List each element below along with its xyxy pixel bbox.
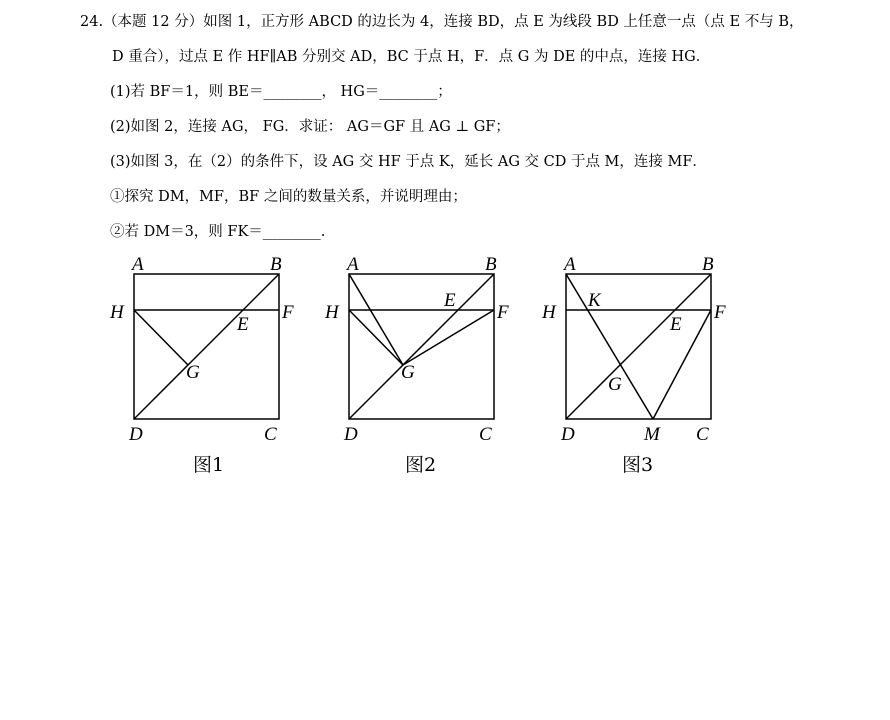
label-d: D [561, 424, 575, 445]
label-f: F [714, 302, 726, 323]
figure-1-caption: 图1 [193, 454, 225, 476]
label-d: D [129, 424, 143, 445]
figure-3-diagram [532, 250, 752, 450]
label-e: E [237, 314, 249, 335]
label-a: A [564, 254, 576, 275]
problem-line-1: 24.（本题 12 分）如图 1，正方形 ABCD 的边长为 4，连接 BD，点 E 为线段 BD 上任意一点（点 E 不与 B， [80, 14, 804, 30]
label-g: G [186, 362, 200, 383]
figure-3-caption: 图3 [622, 454, 654, 476]
figure-2-diagram [315, 250, 535, 450]
figure-1-diagram [100, 250, 320, 450]
question-1: (1)若 BF＝1，则 BE＝________， HG＝________； [110, 84, 452, 100]
segment-hg [134, 310, 188, 365]
label-c: C [479, 424, 492, 445]
question-3-part-1: ①探究 DM，MF，BF 之间的数量关系，并说明理由； [110, 189, 467, 205]
label-a: A [132, 254, 144, 275]
question-3: (3)如图 3，在（2）的条件下，设 AG 交 HF 于点 K，延长 AG 交 CD 于点 M，连接 MF． [110, 154, 707, 170]
label-c: C [264, 424, 277, 445]
question-2: (2)如图 2，连接 AG， FG．求证： AG＝GF 且 AG ⊥ GF； [110, 119, 510, 135]
label-b: B [702, 254, 714, 275]
label-h: H [542, 302, 556, 323]
label-a: A [347, 254, 359, 275]
label-k: K [588, 290, 601, 311]
label-e: E [670, 314, 682, 335]
figure-2 [315, 250, 535, 476]
segment-bd [134, 274, 279, 419]
label-b: B [270, 254, 282, 275]
label-m: M [644, 424, 660, 445]
label-c: C [696, 424, 709, 445]
label-d: D [344, 424, 358, 445]
problem-line-2: D 重合），过点 E 作 HF∥AB 分别交 AD，BC 于点 H，F．点 G 为 DE 的中点，连接 HG． [112, 49, 711, 65]
segment-am [566, 274, 653, 419]
label-f: F [282, 302, 294, 323]
segment-mf [653, 310, 711, 419]
segment-fg [403, 310, 494, 365]
label-f: F [497, 302, 509, 323]
figure-3 [532, 250, 752, 476]
label-h: H [325, 302, 339, 323]
label-h: H [110, 302, 124, 323]
segment-ag [349, 274, 403, 365]
label-g: G [401, 362, 415, 383]
figure-2-caption: 图2 [405, 454, 437, 476]
figure-1 [100, 250, 320, 476]
question-3-part-2: ②若 DM＝3，则 FK＝________. [110, 224, 326, 240]
label-g: G [608, 374, 622, 395]
segment-bd [349, 274, 494, 419]
label-b: B [485, 254, 497, 275]
label-e: E [444, 290, 456, 311]
